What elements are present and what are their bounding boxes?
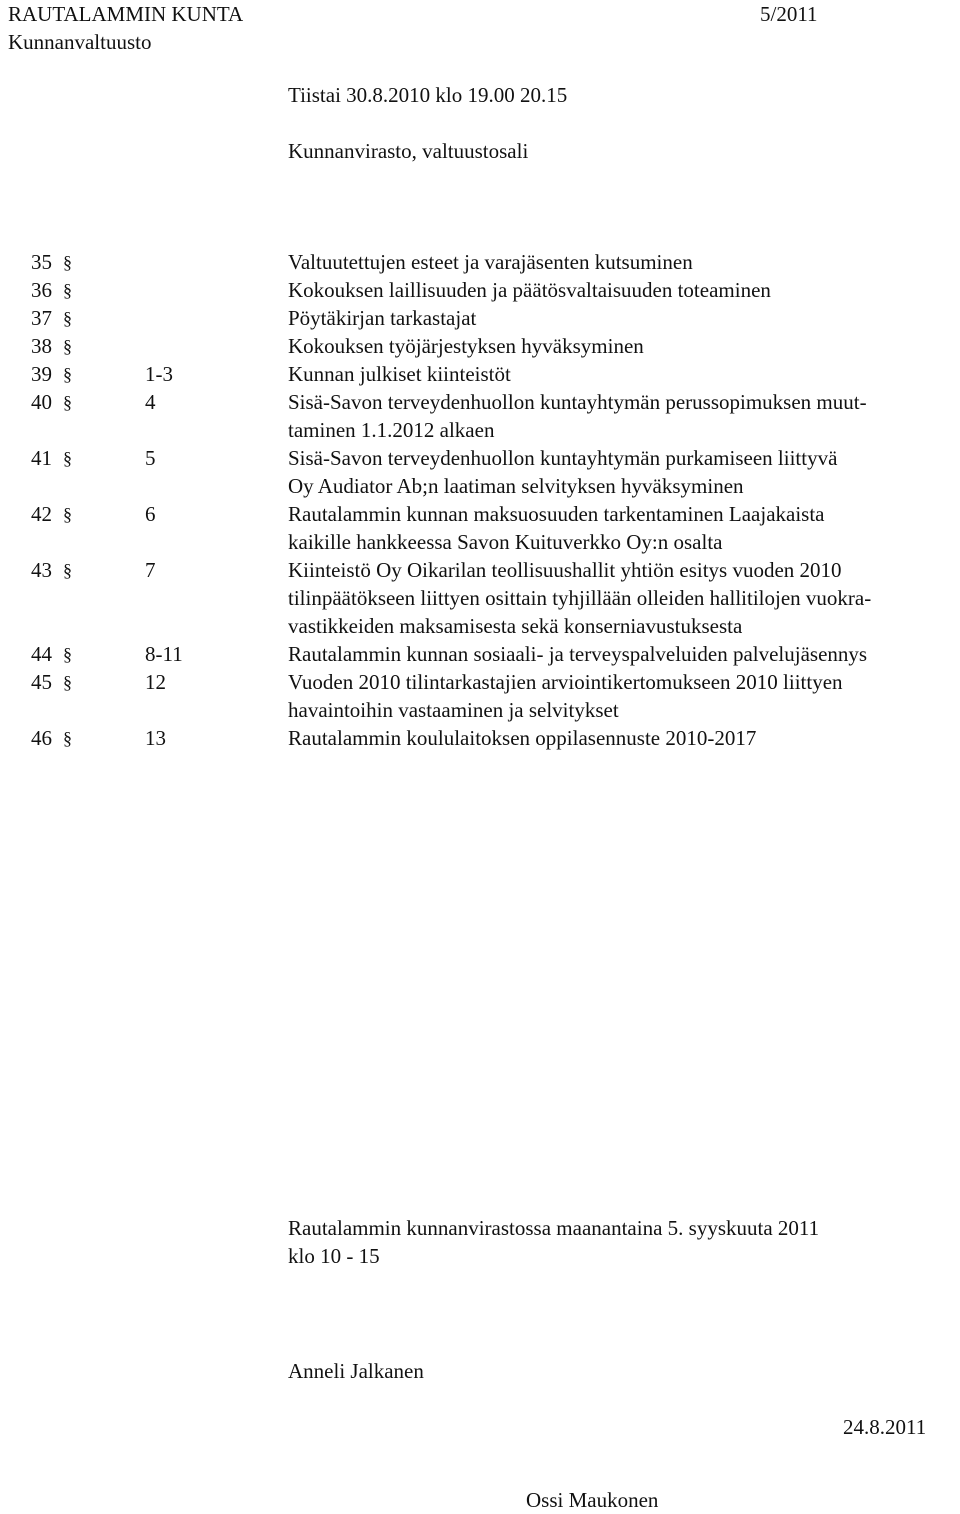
agenda-item [0, 248, 960, 276]
agenda-item-title: Sisä-Savon terveydenhuollon kuntayhtymän purkamiseen liittyvä Oy Audiator Ab;n laatiman selvityksen hyväksyminen [288, 446, 838, 498]
agenda-item-ref: 12 [145, 670, 166, 694]
section-symbol-icon: § [63, 308, 72, 328]
signature-date: 24.8.2011 [843, 1415, 927, 1439]
agenda-item-title: Pöytäkirjan tarkastajat [288, 306, 477, 330]
meeting-time: Tiistai 30.8.2010 klo 19.00 20.15 [288, 83, 568, 107]
agenda-item-number: 44 [31, 642, 52, 666]
agenda-item-number: 46 [31, 726, 52, 750]
agenda-item-title: Rautalammin kunnan sosiaali- ja terveyspalveluiden palvelujäsennys [288, 642, 868, 666]
agenda-item [0, 640, 960, 668]
section-symbol-icon: § [63, 336, 72, 356]
agenda-item-number: 43 [31, 558, 52, 582]
agenda-item-number: 36 [31, 278, 52, 302]
agenda-item-title: Kokouksen työjärjestyksen hyväksyminen [288, 334, 644, 358]
section-symbol-icon: § [63, 280, 72, 300]
agenda-item-ref: 5 [145, 446, 156, 470]
governing-body: Kunnanvaltuusto [8, 30, 152, 54]
section-symbol-icon: § [63, 504, 72, 524]
closing-line-2: klo 10 - 15 [288, 1244, 380, 1268]
agenda-item [0, 668, 960, 724]
closing-line-1: Rautalammin kunnanvirastossa maanantaina 5. syyskuuta 2011 [288, 1216, 820, 1240]
agenda-item-ref: 7 [145, 558, 156, 582]
agenda-item-number: 38 [31, 334, 52, 358]
agenda-item [0, 444, 960, 500]
agenda-item-title: Rautalammin kunnan maksuosuuden tarkentaminen Laajakaista kaikille hankkeessa Savon Kuituverkko Oy:n osalta [288, 502, 825, 554]
agenda-item [0, 332, 960, 360]
agenda-item-title: Valtuutettujen esteet ja varajäsenten kutsuminen [288, 250, 693, 274]
signer-2-name: Ossi Maukonen [526, 1488, 659, 1512]
agenda-item [0, 360, 960, 388]
agenda-item [0, 500, 960, 556]
agenda-item-number: 39 [31, 362, 52, 386]
meeting-place: Kunnanvirasto, valtuustosali [288, 139, 529, 163]
document-number: 5/2011 [760, 2, 818, 26]
agenda-item [0, 388, 960, 444]
agenda-item-ref: 8-11 [145, 642, 183, 666]
agenda-item-title: Rautalammin koululaitoksen oppilasennuste 2010-2017 [288, 726, 757, 750]
agenda-item-number: 45 [31, 670, 52, 694]
section-symbol-icon: § [63, 728, 72, 748]
agenda-item-ref: 1-3 [145, 362, 173, 386]
agenda-item-ref: 13 [145, 726, 166, 750]
agenda-item-title: Kokouksen laillisuuden ja päätösvaltaisuuden toteaminen [288, 278, 771, 302]
agenda-list [0, 248, 960, 752]
agenda-item-number: 40 [31, 390, 52, 414]
agenda-item-number: 42 [31, 502, 52, 526]
agenda-item [0, 724, 960, 752]
agenda-item-title: Vuoden 2010 tilintarkastajien arviointikertomukseen 2010 liittyen havaintoihin vastaaminen ja selvitykset [288, 670, 843, 722]
agenda-item-number: 37 [31, 306, 52, 330]
section-symbol-icon: § [63, 364, 72, 384]
agenda-item-title: Kiinteistö Oy Oikarilan teollisuushallit yhtiön esitys vuoden 2010 tilinpäätökseen liittyen osittain tyhjillään olleiden hallitilojen vuokra- vastikkeiden maksamisesta sekä konserniavustuksesta [288, 558, 872, 638]
agenda-item [0, 304, 960, 332]
section-symbol-icon: § [63, 644, 72, 664]
agenda-item [0, 556, 960, 640]
agenda-item-ref: 4 [145, 390, 156, 414]
agenda-item-number: 41 [31, 446, 52, 470]
agenda-item-ref: 6 [145, 502, 156, 526]
organization-name: RAUTALAMMIN KUNTA [8, 2, 244, 26]
section-symbol-icon: § [63, 252, 72, 272]
signer-1-name: Anneli Jalkanen [288, 1359, 424, 1383]
agenda-item-title: Kunnan julkiset kiinteistöt [288, 362, 511, 386]
agenda-item [0, 276, 960, 304]
agenda-item-number: 35 [31, 250, 52, 274]
section-symbol-icon: § [63, 392, 72, 412]
agenda-item-title: Sisä-Savon terveydenhuollon kuntayhtymän perussopimuksen muut- taminen 1.1.2012 alkaen [288, 390, 867, 442]
section-symbol-icon: § [63, 560, 72, 580]
section-symbol-icon: § [63, 672, 72, 692]
section-symbol-icon: § [63, 448, 72, 468]
